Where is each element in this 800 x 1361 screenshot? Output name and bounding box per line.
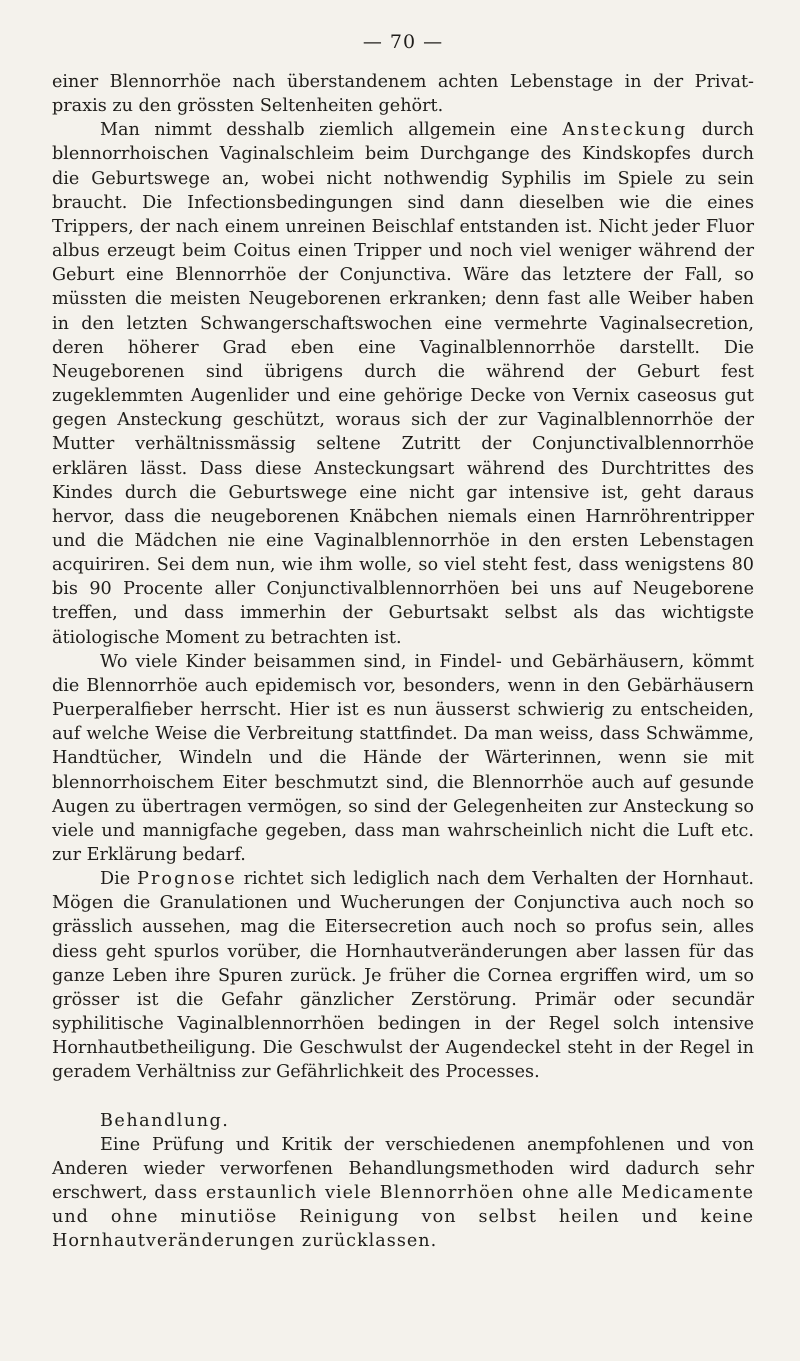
- paragraph-1: [52, 70, 754, 118]
- paragraph-2: [52, 118, 754, 649]
- emphasis-ansteckung: Ansteckung: [562, 120, 688, 141]
- paragraph-4-lead: Die: [100, 869, 138, 890]
- paragraph-5: [52, 1133, 754, 1254]
- body-text: [52, 70, 754, 1254]
- emphasis-conclusion: dass erstaunlich viele Blennorrhöen ohne alle Medicamente und ohne minutiöse Reinigung von selbst heilen und keine Hornhautveränderungen zurücklassen.: [52, 1183, 754, 1252]
- paragraph-3-text: Wo viele Kinder beisammen sind, in Findel- und Gebärhäusern, kömmt die Blennorrhöe auch epidemisch vor, besonders, wenn in den Gebärhäusern Puerperalfieber herrscht. Hier ist es nun äusserst schwierig zu entscheiden, auf welche Weise die Verbreitung stattfindet. Da man weiss, dass Schwämme, Handtücher, Windeln und die Hände der Wärterinnen, wenn sie mit blennorrhoischem Eiter beschmutzt sind, die Blennorrhöe auch auf gesunde Augen zu übertragen vermögen, so sind der Gelegenheiten zur Ansteckung so viele und mannigfache gegeben, dass man wahrscheinlich nicht die Luft etc. zur Erklärung bedarf.: [52, 651, 754, 865]
- paragraph-2-body: durch blennorrhoischen Vaginalschleim beim Durchgange des Kindskopfes durch die Geburtswege an, wobei nicht nothwendig Syphilis im Spiele zu sein braucht. Die Infectionsbedingungen sind dann dieselben wie die eines Trippers, der nach einem unreinen Beischlaf entstanden ist. Nicht jeder Fluor albus erzeugt beim Coitus einen Tripper und noch viel weniger während der Geburt eine Blennorrhöe der Conjunctiva. Wäre das letztere der Fall, so müssten die meisten Neugeborenen erkranken; denn fast alle Weiber haben in den letzten Schwangerschaftswochen eine vermehrte Vaginalsecretion, deren höherer Grad eben eine Vaginalblennorrhöe darstellt. Die Neugeborenen sind übrigens durch die während der Geburt fest zugeklemmten Augenlider und eine gehörige Decke von Vernix caseosus gut gegen Ansteckung geschützt, woraus sich der zur Vaginalblennorrhöe der Mutter verhältnissmässig seltene Zutritt der Conjunctivalblennorrhöe erklären lässt. Dass diese Ansteckungsart während des Durchtrittes des Kindes durch die Geburtswege eine nicht gar intensive ist, geht daraus hervor, dass die neugeborenen Knäbchen niemals einen Harnröhrentripper und die Mädchen nie eine Vaginalblennorrhöe in den ersten Lebenstagen acquiriren. Sei dem nun, wie ihm wolle, so viel steht fest, dass wenigstens 80 bis 90 Procente aller Conjunctivalblennorrhöen bei uns auf Neugeborene treffen, und dass immerhin der Geburtsakt selbst als das wichtigste ätiologische Moment zu betrachten ist.: [52, 120, 754, 648]
- paragraph-2-lead: Man nimmt desshalb ziemlich allgemein eine: [100, 120, 563, 141]
- paragraph-4-body: richtet sich lediglich nach dem Verhalten der Hornhaut. Mögen die Granulationen und Wucherungen der Conjunctiva auch noch so grässlich aussehen, mag die Eitersecretion auch noch so profus sein, alles diess geht spurlos vorüber, die Hornhautveränderungen aber lassen für das ganze Leben ihre Spuren zurück. Je früher die Cornea ergriffen wird, um so grösser ist die Gefahr gänzlicher Zerstörung. Primär oder secundär syphilitische Vaginalblennorrhöen bedingen in der Regel solch intensive Hornhautbetheiligung. Die Geschwulst der Augendeckel steht in der Regel in geradem Verhältniss zur Gefährlichkeit des Processes.: [52, 869, 754, 1083]
- page-number: — 70 —: [362, 31, 444, 53]
- paragraph-1-text: einer Blennorrhöe nach überstandenem achten Lebenstage in der Privatpraxis zu den grössten Seltenheiten gehört.: [52, 72, 754, 117]
- paragraph-4: [52, 867, 754, 1084]
- emphasis-prognose: Prognose: [137, 869, 237, 890]
- section-heading: Behandlung.: [100, 1110, 230, 1131]
- paragraph-5-lead: Eine Prüfung und Kritik der verschiedenen anempfohlenen und von Anderen wieder verworfenen Behandlungsmethoden wird dadurch sehr erschwert,: [52, 1134, 754, 1204]
- paragraph-3: [52, 650, 754, 867]
